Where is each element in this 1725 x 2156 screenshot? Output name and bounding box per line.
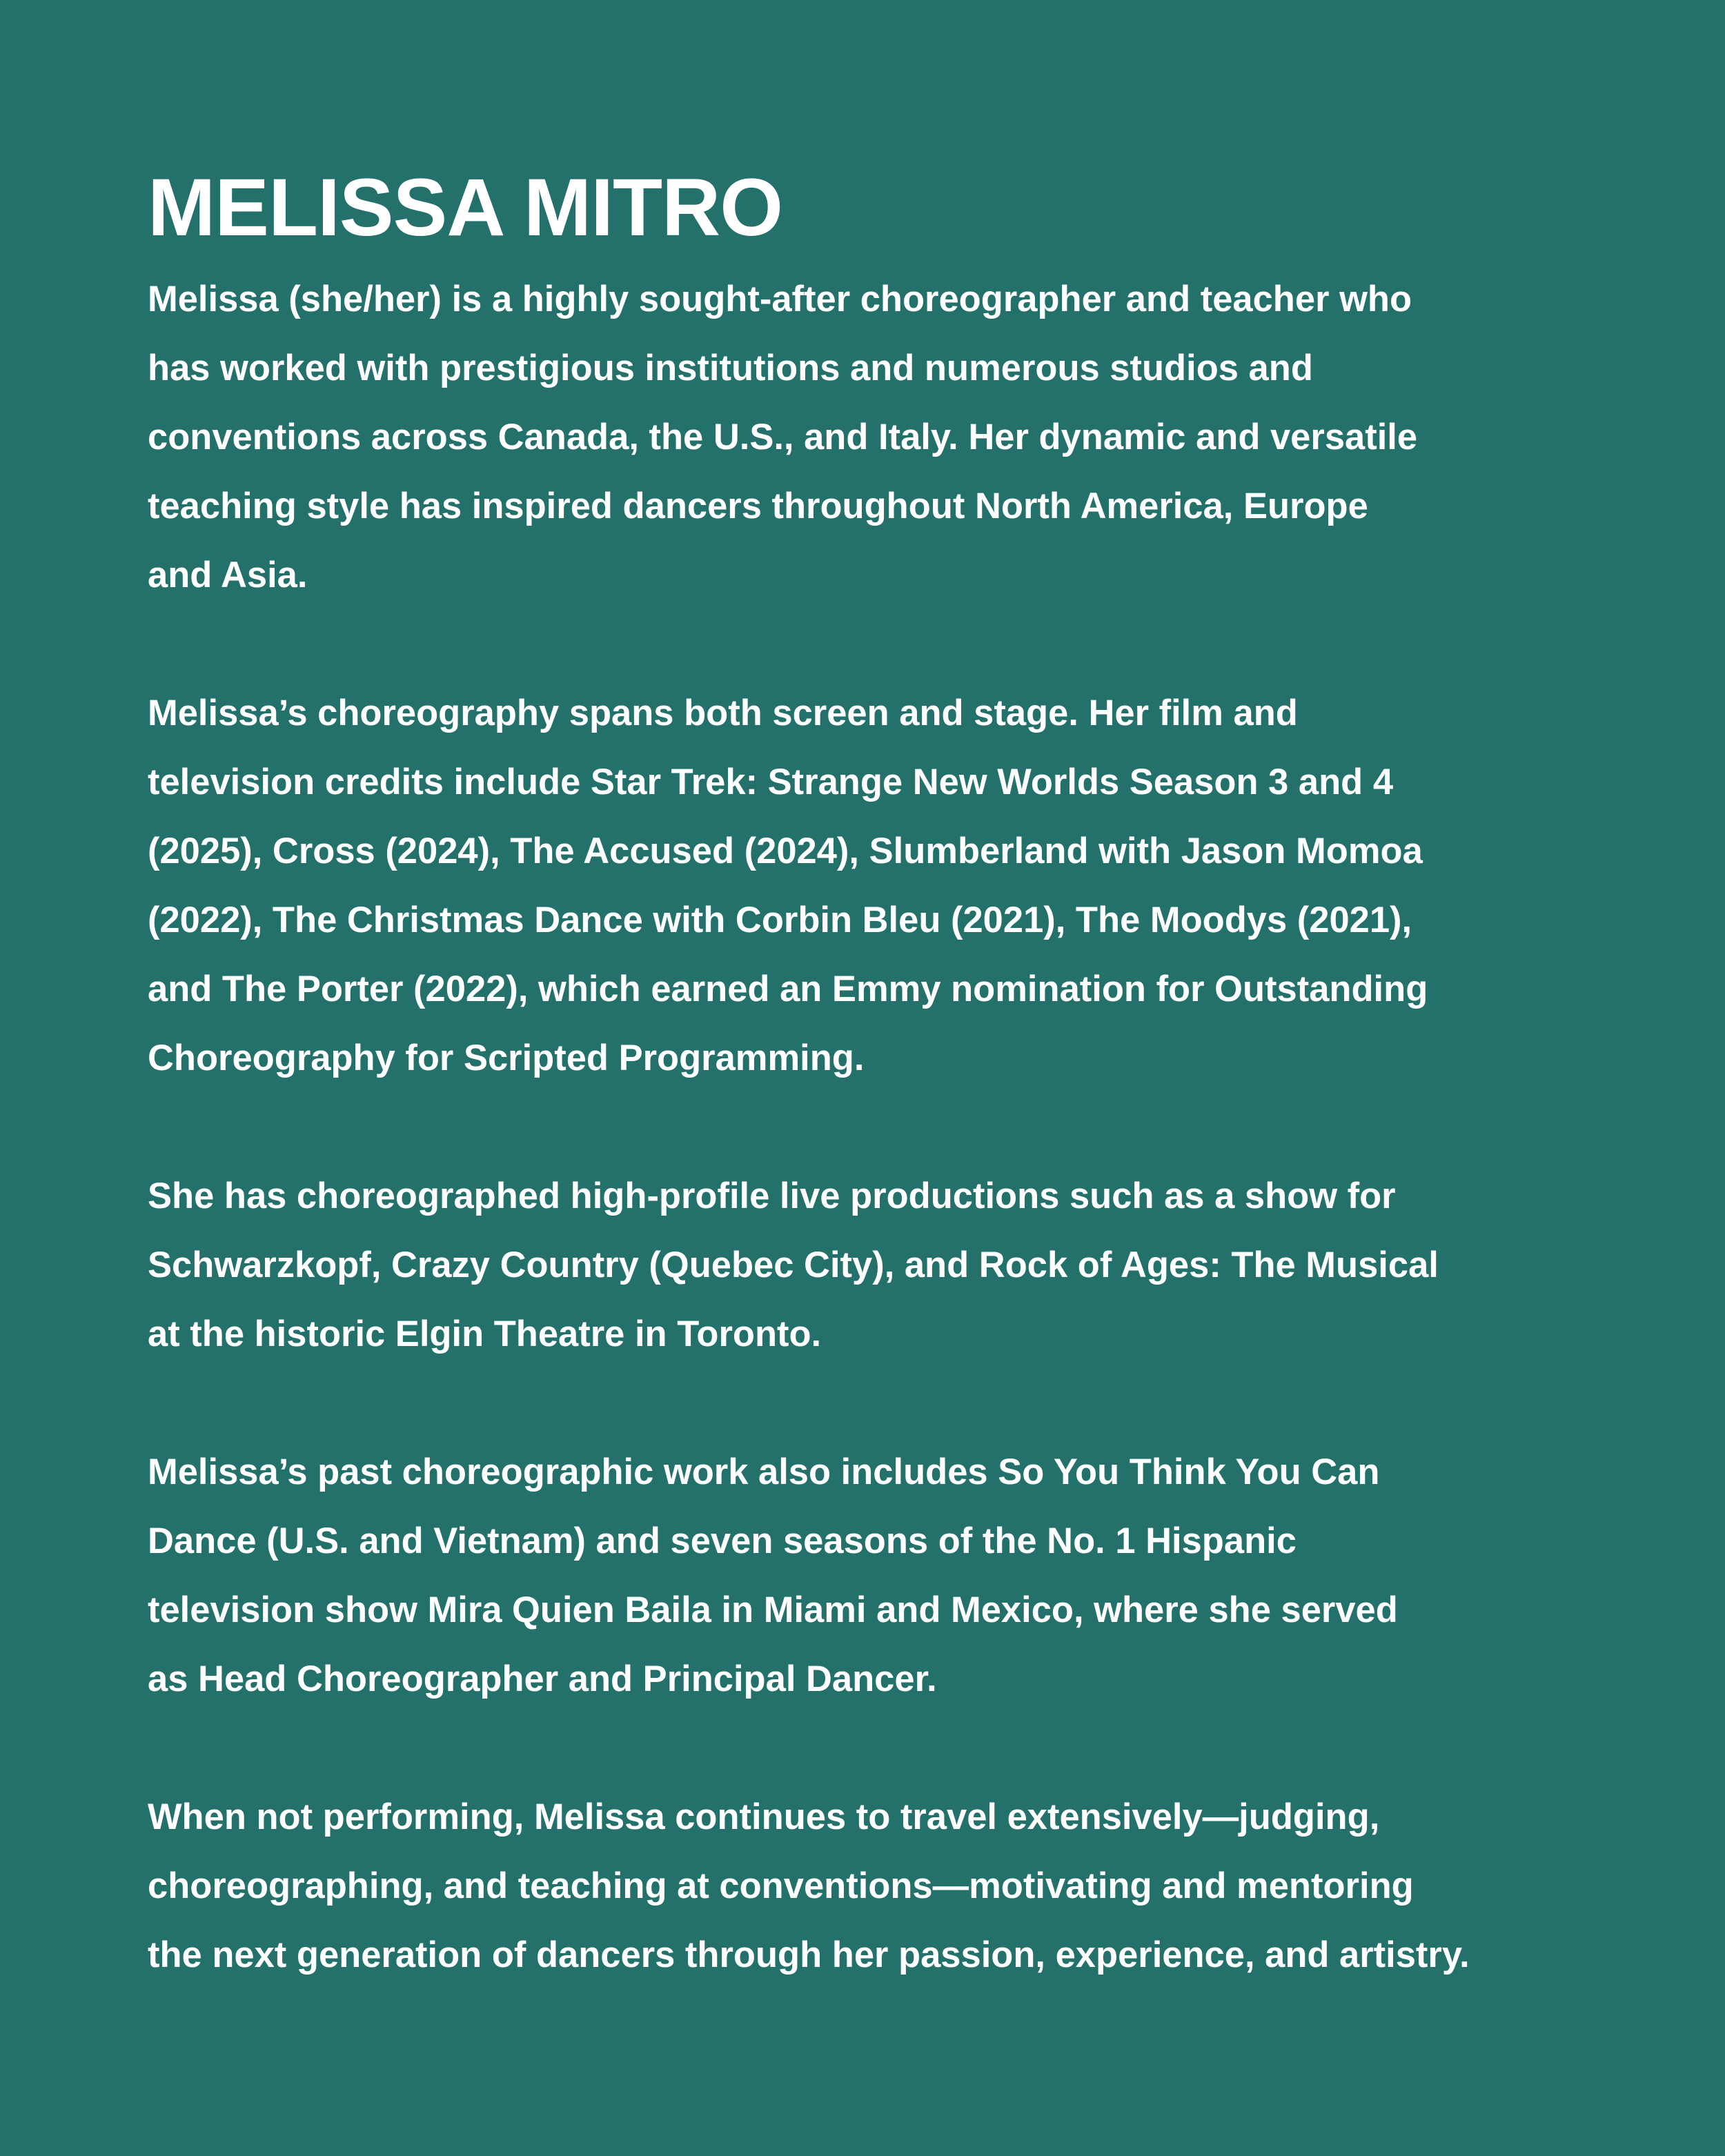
bio-line: Dance (U.S. and Vietnam) and seven seasons of the No. 1 Hispanic — [148, 1521, 1297, 1561]
bio-line: Choreography for Scripted Programming. — [148, 1038, 865, 1078]
bio-paragraph-screen-credits — [148, 679, 1684, 1093]
bio-line: television credits include Star Trek: Strange New Worlds Season 3 and 4 — [148, 762, 1394, 802]
bio-line: Melissa (she/her) is a highly sought-after choreographer and teacher who — [148, 279, 1412, 319]
bio-line: television show Mira Quien Baila in Miami and Mexico, where she served — [148, 1590, 1398, 1630]
bio-line: She has choreographed high-profile live productions such as a show for — [148, 1176, 1396, 1216]
bio-line: and The Porter (2022), which earned an Emmy nomination for Outstanding — [148, 969, 1428, 1009]
bio-line: Schwarzkopf, Crazy Country (Quebec City), and Rock of Ages: The Musical — [148, 1245, 1439, 1285]
bio-line: Melissa’s past choreographic work also includes So You Think You Can — [148, 1452, 1380, 1492]
bio-line: at the historic Elgin Theatre in Toronto. — [148, 1314, 822, 1354]
bio-line: has worked with prestigious institutions and numerous studios and — [148, 348, 1313, 388]
bio-line: Melissa’s choreography spans both screen and stage. Her film and — [148, 693, 1298, 733]
bio-line: as Head Choreographer and Principal Dancer. — [148, 1659, 937, 1699]
bio-line: the next generation of dancers through her passion, experience, and artistry. — [148, 1935, 1470, 1975]
bio-line: (2025), Cross (2024), The Accused (2024), Slumberland with Jason Momoa — [148, 831, 1423, 871]
bio-line: choreographing, and teaching at conventions—motivating and mentoring — [148, 1866, 1414, 1906]
bio-paragraph-live-productions — [148, 1162, 1684, 1369]
bio-line: When not performing, Melissa continues to travel extensively—judging, — [148, 1797, 1380, 1837]
bio-line: teaching style has inspired dancers throughout North America, Europe — [148, 486, 1368, 526]
bio-name-heading: MELISSA MITRO — [148, 162, 783, 253]
bio-body — [148, 265, 1684, 1990]
bio-paragraph-intro — [148, 265, 1684, 610]
bio-paragraph-past-work — [148, 1438, 1684, 1714]
bio-line: conventions across Canada, the U.S., and Italy. Her dynamic and versatile — [148, 417, 1418, 457]
bio-paragraph-mentoring — [148, 1783, 1684, 1990]
bio-line: (2022), The Christmas Dance with Corbin Bleu (2021), The Moodys (2021), — [148, 900, 1412, 940]
bio-line: and Asia. — [148, 555, 308, 595]
